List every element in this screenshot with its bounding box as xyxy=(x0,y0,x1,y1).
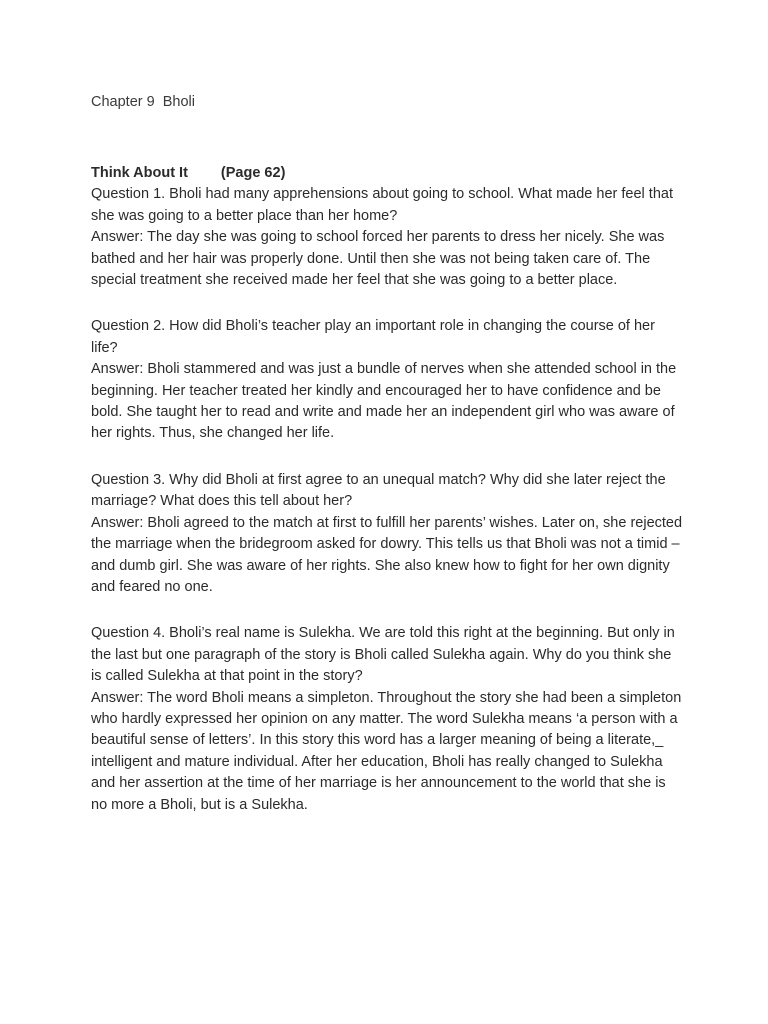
answer-1: Answer: The day she was going to school forced her parents to dress her nicely. She was bathed and her hair was properly done. Until then she was not being taken care of. The special treatment she received made her feel that she was going to a better place. xyxy=(91,229,665,289)
chapter-title: Chapter 9 Bholi xyxy=(91,94,195,110)
section-heading xyxy=(91,163,683,184)
qa-item-4 xyxy=(91,623,683,816)
qa-item-3 xyxy=(91,470,683,598)
answer-4: Answer: The word Bholi means a simpleton. Throughout the story she had been a simpleton who hardly expressed her opinion on any matter. The word Sulekha means ‘a person with a beautiful sense of letters’. In this story this word has a larger meaning of being a literate,_ intelligent and mature individual. After her education, Bholi has really changed to Sulekha and her assertion at the time of her marriage is her announcement to the world that she is no more a Bholi, but is a Sulekha. xyxy=(91,689,682,813)
qa-item-1 xyxy=(91,184,683,291)
qa-item-2 xyxy=(91,316,683,444)
question-4: Question 4. Bholi’s real name is Sulekha. We are told this right at the beginning. But only in the last but one paragraph of the story is Bholi called Sulekha again. Why do you think she is called Sulekha at that point in the story? xyxy=(91,625,675,685)
question-1: Question 1. Bholi had many apprehensions about going to school. What made her feel that she was going to a better place than her home? xyxy=(91,186,673,224)
answer-3: Answer: Bholi agreed to the match at first to fulfill her parents’ wishes. Later on, she rejected the marriage when the bridegroom asked for dowry. This tells us that Bholi was not a timid – and dumb girl. She was aware of her rights. She also knew how to fight for her own dignity and feared no one. xyxy=(91,514,683,595)
document-body xyxy=(91,163,683,841)
question-3: Question 3. Why did Bholi at first agree to an unequal match? Why did she later reject the marriage? What does this tell about her? xyxy=(91,471,666,510)
answer-2: Answer: Bholi stammered and was just a bundle of nerves when she attended school in the beginning. Her teacher treated her kindly and encouraged her to have confidence and be bold. She taught her to read and write and made her an independent girl who was aware of her rights. Thus, she changed her life. xyxy=(91,361,677,442)
question-2: Question 2. How did Bholi’s teacher play an important role in changing the course of her life? xyxy=(91,318,655,356)
section-heading-text: Think About It xyxy=(91,165,188,181)
page-reference: (Page 62) xyxy=(220,165,286,181)
